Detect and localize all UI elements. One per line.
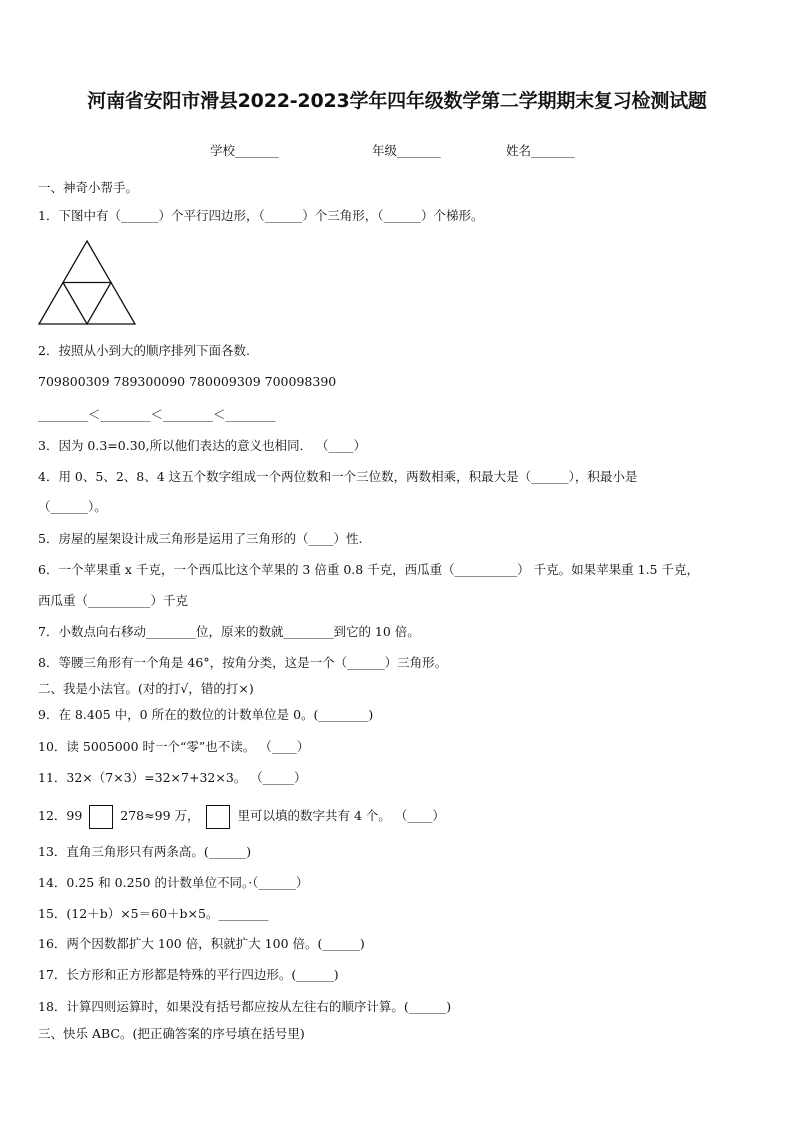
question-7: 7．小数点向右移动________位，原来的数就________到它的 10 倍。: [38, 624, 420, 639]
question-12-part-b: 278≈99 万，: [120, 808, 200, 823]
question-16: 16．两个因数都扩大 100 倍，积就扩大 100 倍。(______): [38, 936, 365, 951]
question-6-line-2: 西瓜重（__________）千克: [38, 593, 189, 608]
section-2-heading: 二、我是小法官。(对的打√，错的打×): [38, 681, 254, 696]
question-5: 5．房屋的屋架设计成三角形是运用了三角形的（____）性.: [38, 531, 363, 546]
question-2-blanks: ________＜________＜________＜________: [38, 407, 276, 422]
question-2-numbers: 709800309 789300090 780009309 700098390: [38, 374, 337, 389]
answer-box: [89, 805, 113, 829]
question-18: 18．计算四则运算时，如果没有括号都应按从左往右的顺序计算。(______): [38, 999, 452, 1014]
section-3-heading: 三、快乐 ABC。(把正确答案的序号填在括号里): [38, 1026, 305, 1041]
triangle-figure: [36, 238, 138, 328]
question-8: 8．等腰三角形有一个角是 46°，按角分类，这是一个（______）三角形。: [38, 655, 448, 670]
question-9: 9．在 8.405 中，0 所在的数位的计数单位是 0。(________): [38, 707, 374, 722]
question-1: 1．下图中有（______）个平行四边形，（______）个三角形，（______）个梯形。: [38, 208, 484, 223]
question-12: [38, 803, 445, 829]
inner-triangle: [63, 283, 111, 325]
question-12-part-a: 12．99: [38, 808, 83, 823]
name-field: 姓名_______: [506, 143, 575, 158]
question-11: 11．32×（7×3）=32×7+32×3。 （_____）: [38, 770, 307, 785]
question-12-part-c: 里可以填的数字共有 4 个。 （____）: [237, 808, 445, 823]
question-3: 3．因为 0.3=0.30,所以他们表达的意义也相同． （____）: [38, 438, 367, 453]
page-title: 河南省安阳市滑县2022-2023学年四年级数学第二学期期末复习检测试题: [87, 90, 707, 112]
question-4-line-1: 4．用 0、5、2、8、4 这五个数字组成一个两位数和一个三位数，两数相乘，积最大是（______），积最小是: [38, 469, 638, 484]
question-15: 15．(12＋b）×5＝60＋b×5。________: [38, 906, 269, 921]
section-1-heading: 一、神奇小帮手。: [38, 180, 139, 195]
grade-field: 年级_______: [372, 143, 441, 158]
school-field: 学校_______: [210, 143, 279, 158]
question-17: 17．长方形和正方形都是特殊的平行四边形。(______): [38, 967, 339, 982]
question-13: 13．直角三角形只有两条高。(______): [38, 844, 252, 859]
question-2: 2．按照从小到大的顺序排列下面各数.: [38, 343, 250, 358]
question-4-line-2: （______）。: [38, 499, 107, 514]
answer-box: [206, 805, 230, 829]
question-14: 14．0.25 和 0.250 的计数单位不同。·（______）: [38, 875, 309, 890]
question-10: 10．读 5005000 时一个“零”也不读。 （____）: [38, 739, 310, 754]
question-6-line-1: 6．一个苹果重 x 千克，一个西瓜比这个苹果的 3 倍重 0.8 千克，西瓜重（__________） 千克。如果苹果重 1.5 千克，: [38, 562, 699, 577]
